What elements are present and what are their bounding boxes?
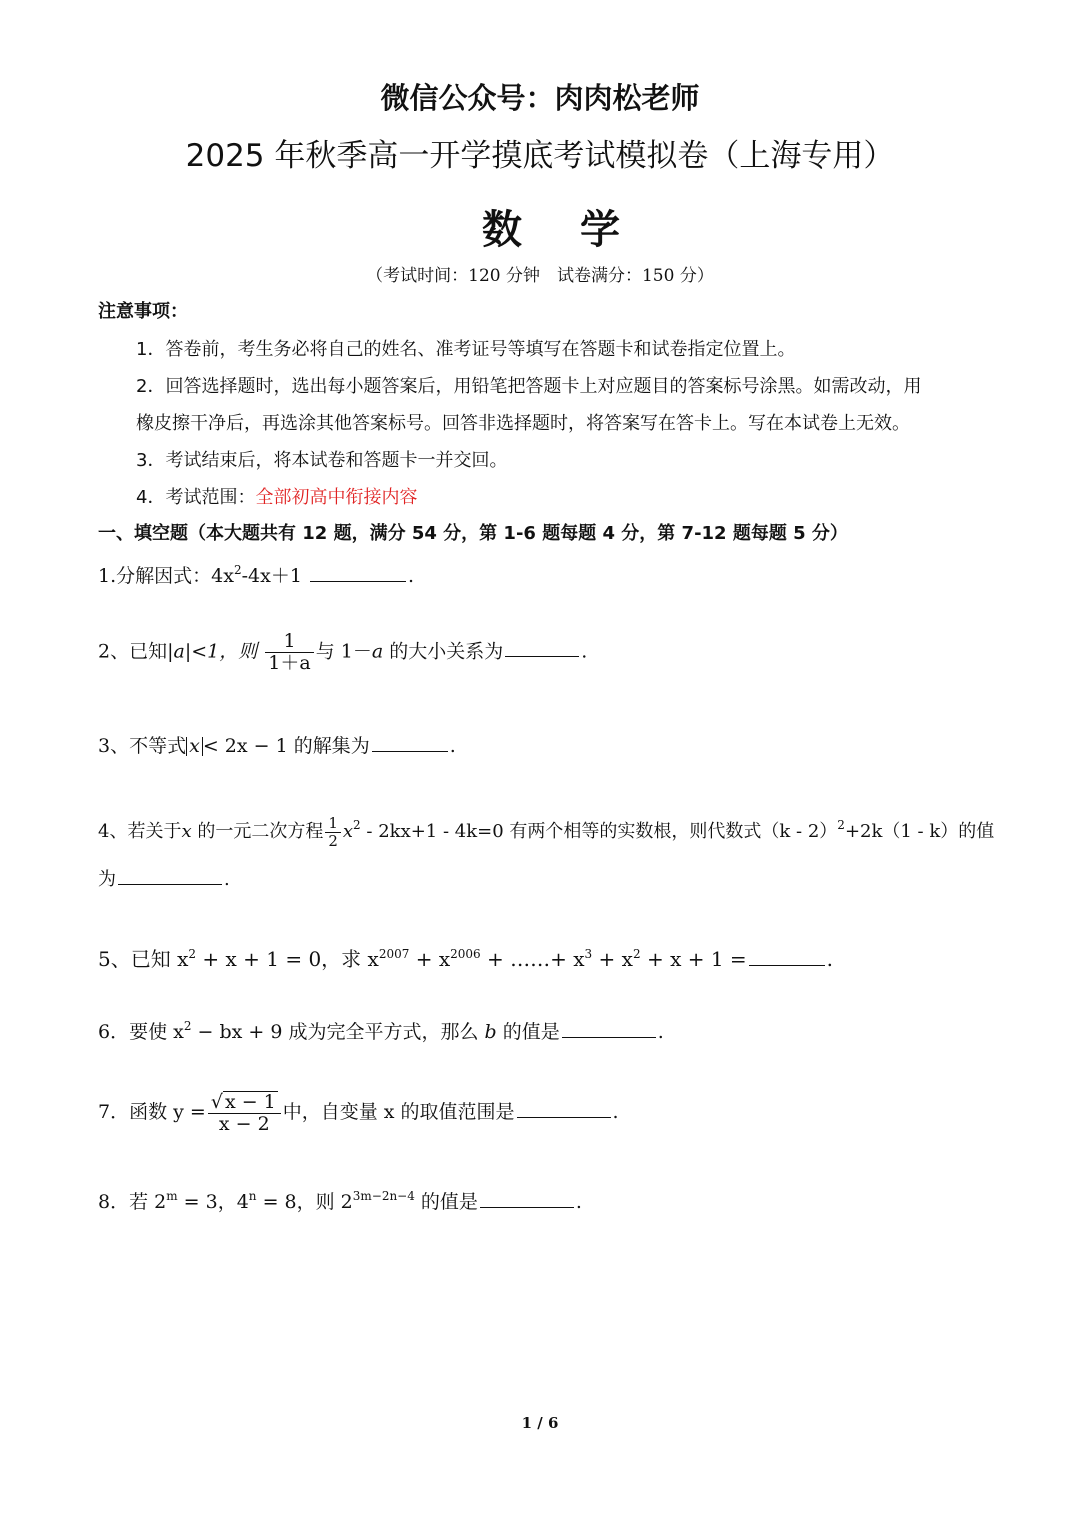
q2-numerator: 1 <box>265 631 313 653</box>
q5-exp-4: 3 <box>584 947 593 961</box>
q2-prefix: 2、已知 <box>98 640 168 663</box>
q7-denominator: x − 2 <box>218 1112 270 1135</box>
answer-blank[interactable] <box>310 580 406 582</box>
q2-var: a <box>371 640 384 663</box>
question-6: 6．要使 $x^2$ − bx + 9 成为完全平方式，那么 b 的值是 . <box>98 1019 664 1043</box>
q4-denominator: 2 <box>328 831 338 850</box>
answer-blank[interactable] <box>562 1036 656 1038</box>
answer-blank[interactable] <box>480 1206 574 1208</box>
q4-prefix: 4、若关于 <box>98 821 182 842</box>
note-item-3: 3．考试结束后，将本试卷和答题卡一并交回。 <box>136 450 508 471</box>
q5-exp-2: 2007 <box>378 947 410 961</box>
q8-text-1: = 3，4 <box>177 1191 249 1213</box>
q8-text-2: = 8，则 2 <box>256 1191 353 1213</box>
q4-numerator: 1 <box>325 815 341 833</box>
note-item-4-label: 4．考试范围： <box>136 487 256 508</box>
note-item-2: 2．回答选择题时，选出每小题答案后，用铅笔把答题卡上对应题目的答案标号涂黑。如需改动，用 <box>136 376 922 397</box>
question-5: 5、已知 $x^2 + x + 1 = 0$，求 $x^{2007} + x^{2006}$ + ……+ $x^3 + x^2 + x + 1$ = . <box>98 947 834 971</box>
q2-suffix: 的大小关系为 <box>383 640 504 663</box>
q5-text-1: + x + 1 = 0，求 x <box>196 947 379 971</box>
note-item-4 <box>136 483 417 509</box>
answer-blank[interactable] <box>372 750 448 752</box>
q4-exponent: 2 <box>353 818 361 832</box>
q6-suffix: 的值是 <box>496 1021 560 1043</box>
q7-prefix: 7．函数 y = <box>98 1100 206 1123</box>
wechat-account-line: 微信公众号：肉肉松老师 <box>380 81 700 115</box>
q6-var: b <box>484 1021 497 1043</box>
question-4-line2: 为 . <box>98 869 230 890</box>
q8-suffix: 的值是 <box>414 1191 478 1213</box>
q4-fraction <box>325 815 341 849</box>
note-item-1: 1．答卷前，考生务必将自己的姓名、准考证号等填写在答题卡和试卷指定位置上。 <box>136 339 796 360</box>
q2-denominator: 1＋a <box>268 651 311 674</box>
q1-prefix: 1.分解因式： <box>98 565 212 587</box>
notes-heading: 注意事项： <box>98 301 188 322</box>
answer-blank[interactable] <box>505 655 579 657</box>
q5-exp-1: 2 <box>188 947 197 961</box>
q6-prefix: 6．要使 x <box>98 1021 184 1043</box>
q3-abs-var: x <box>186 737 203 756</box>
q7-fraction <box>208 1091 281 1135</box>
q4-text3: - 2kx+1 - 4k=0 有两个相等的实数根，则代数式（k - 2） <box>360 821 838 842</box>
q7-numerator: √ x − 1 <box>208 1091 281 1114</box>
q7-radicand: x − 1 <box>224 1091 276 1113</box>
q2-condition: |a|<1，则 <box>167 640 258 663</box>
q5-text-5: + x + 1 = <box>640 947 747 971</box>
q1-expr: 4x <box>211 565 234 587</box>
exam-title: 2025 年秋季高一开学摸底考试模拟卷（上海专用） <box>185 138 895 174</box>
q8-exp-1: m <box>166 1189 178 1203</box>
q2-fraction <box>265 631 313 674</box>
q3-prefix: 3、不等式 <box>98 735 187 757</box>
exam-scope: 全部初高中衔接内容 <box>255 487 418 508</box>
q5-text-3: + ……+ x <box>480 947 585 971</box>
q6-exponent: 2 <box>183 1019 192 1033</box>
q6-text: − bx + 9 成为完全平方式，那么 <box>191 1021 485 1043</box>
q5-text-2: + x <box>409 947 451 971</box>
q4-text4: +2k（1 - k）的值 <box>844 821 995 842</box>
exam-time-info: （考试时间：120 分钟 试卷满分：150 分） <box>366 266 714 286</box>
q1-exponent: 2 <box>233 563 242 577</box>
q5-exp-3: 2006 <box>450 947 481 961</box>
q8-exp-2: n <box>248 1189 257 1203</box>
question-7: 7．函数 y = $\frac{√ x - 1}{x - 2}$ 中，自变量 x 的取值范围是 . <box>98 1091 619 1135</box>
question-2: 2、已知|a|<1，则 $\frac{1}{1+a}$ 与 1－a 的大小关系为 . <box>98 630 588 674</box>
answer-blank[interactable] <box>749 964 825 966</box>
answer-blank[interactable] <box>517 1116 611 1118</box>
question-1: 1.分解因式：$4x^2-4x+1$ . <box>98 563 414 587</box>
q8-prefix: 8．若 2 <box>98 1191 167 1213</box>
question-4 <box>98 815 994 849</box>
answer-blank[interactable] <box>118 883 222 885</box>
q4-var: x <box>181 821 192 842</box>
q3-inequality: < 2x − 1 <box>202 735 288 757</box>
page-number: 1 / 6 <box>521 1414 559 1432</box>
section-heading: 一、填空题（本大题共有 12 题，满分 54 分，第 1-6 题每题 4 分，第 7-12 题每题 5 分） <box>98 523 848 544</box>
q7-text: 中，自变量 x 的取值范围是 <box>282 1100 515 1123</box>
question-8: 8．若 $2^m = 3$，$4^n = 8$，则 $2^{3m-2n-4}$ 的值是 . <box>98 1189 582 1213</box>
q1-expr-rest: -4x＋1 <box>241 565 302 587</box>
q5-prefix: 5、已知 x <box>98 947 189 971</box>
q8-exp-3: 3m−2n−4 <box>352 1189 415 1203</box>
q4-exponent-2: 2 <box>837 818 845 832</box>
note-item-2-cont: 橡皮擦干净后，再选涂其他答案标号。回答非选择题时，将答案写在答卡上。写在本试卷上无效。 <box>136 413 910 434</box>
q3-suffix: 的解集为 <box>287 735 370 757</box>
q2-mid: 与 1－ <box>315 640 372 663</box>
q4-line2: 为 <box>98 869 116 890</box>
subject-title: 数 学 <box>482 207 642 253</box>
q5-exp-5: 2 <box>632 947 641 961</box>
question-3: 3、不等式 x < 2x − 1 的解集为 . <box>98 735 456 757</box>
q5-text-4: + x <box>592 947 633 971</box>
q4-x: x <box>342 821 354 842</box>
q4-text1: 的一元二次方程 <box>191 821 324 842</box>
